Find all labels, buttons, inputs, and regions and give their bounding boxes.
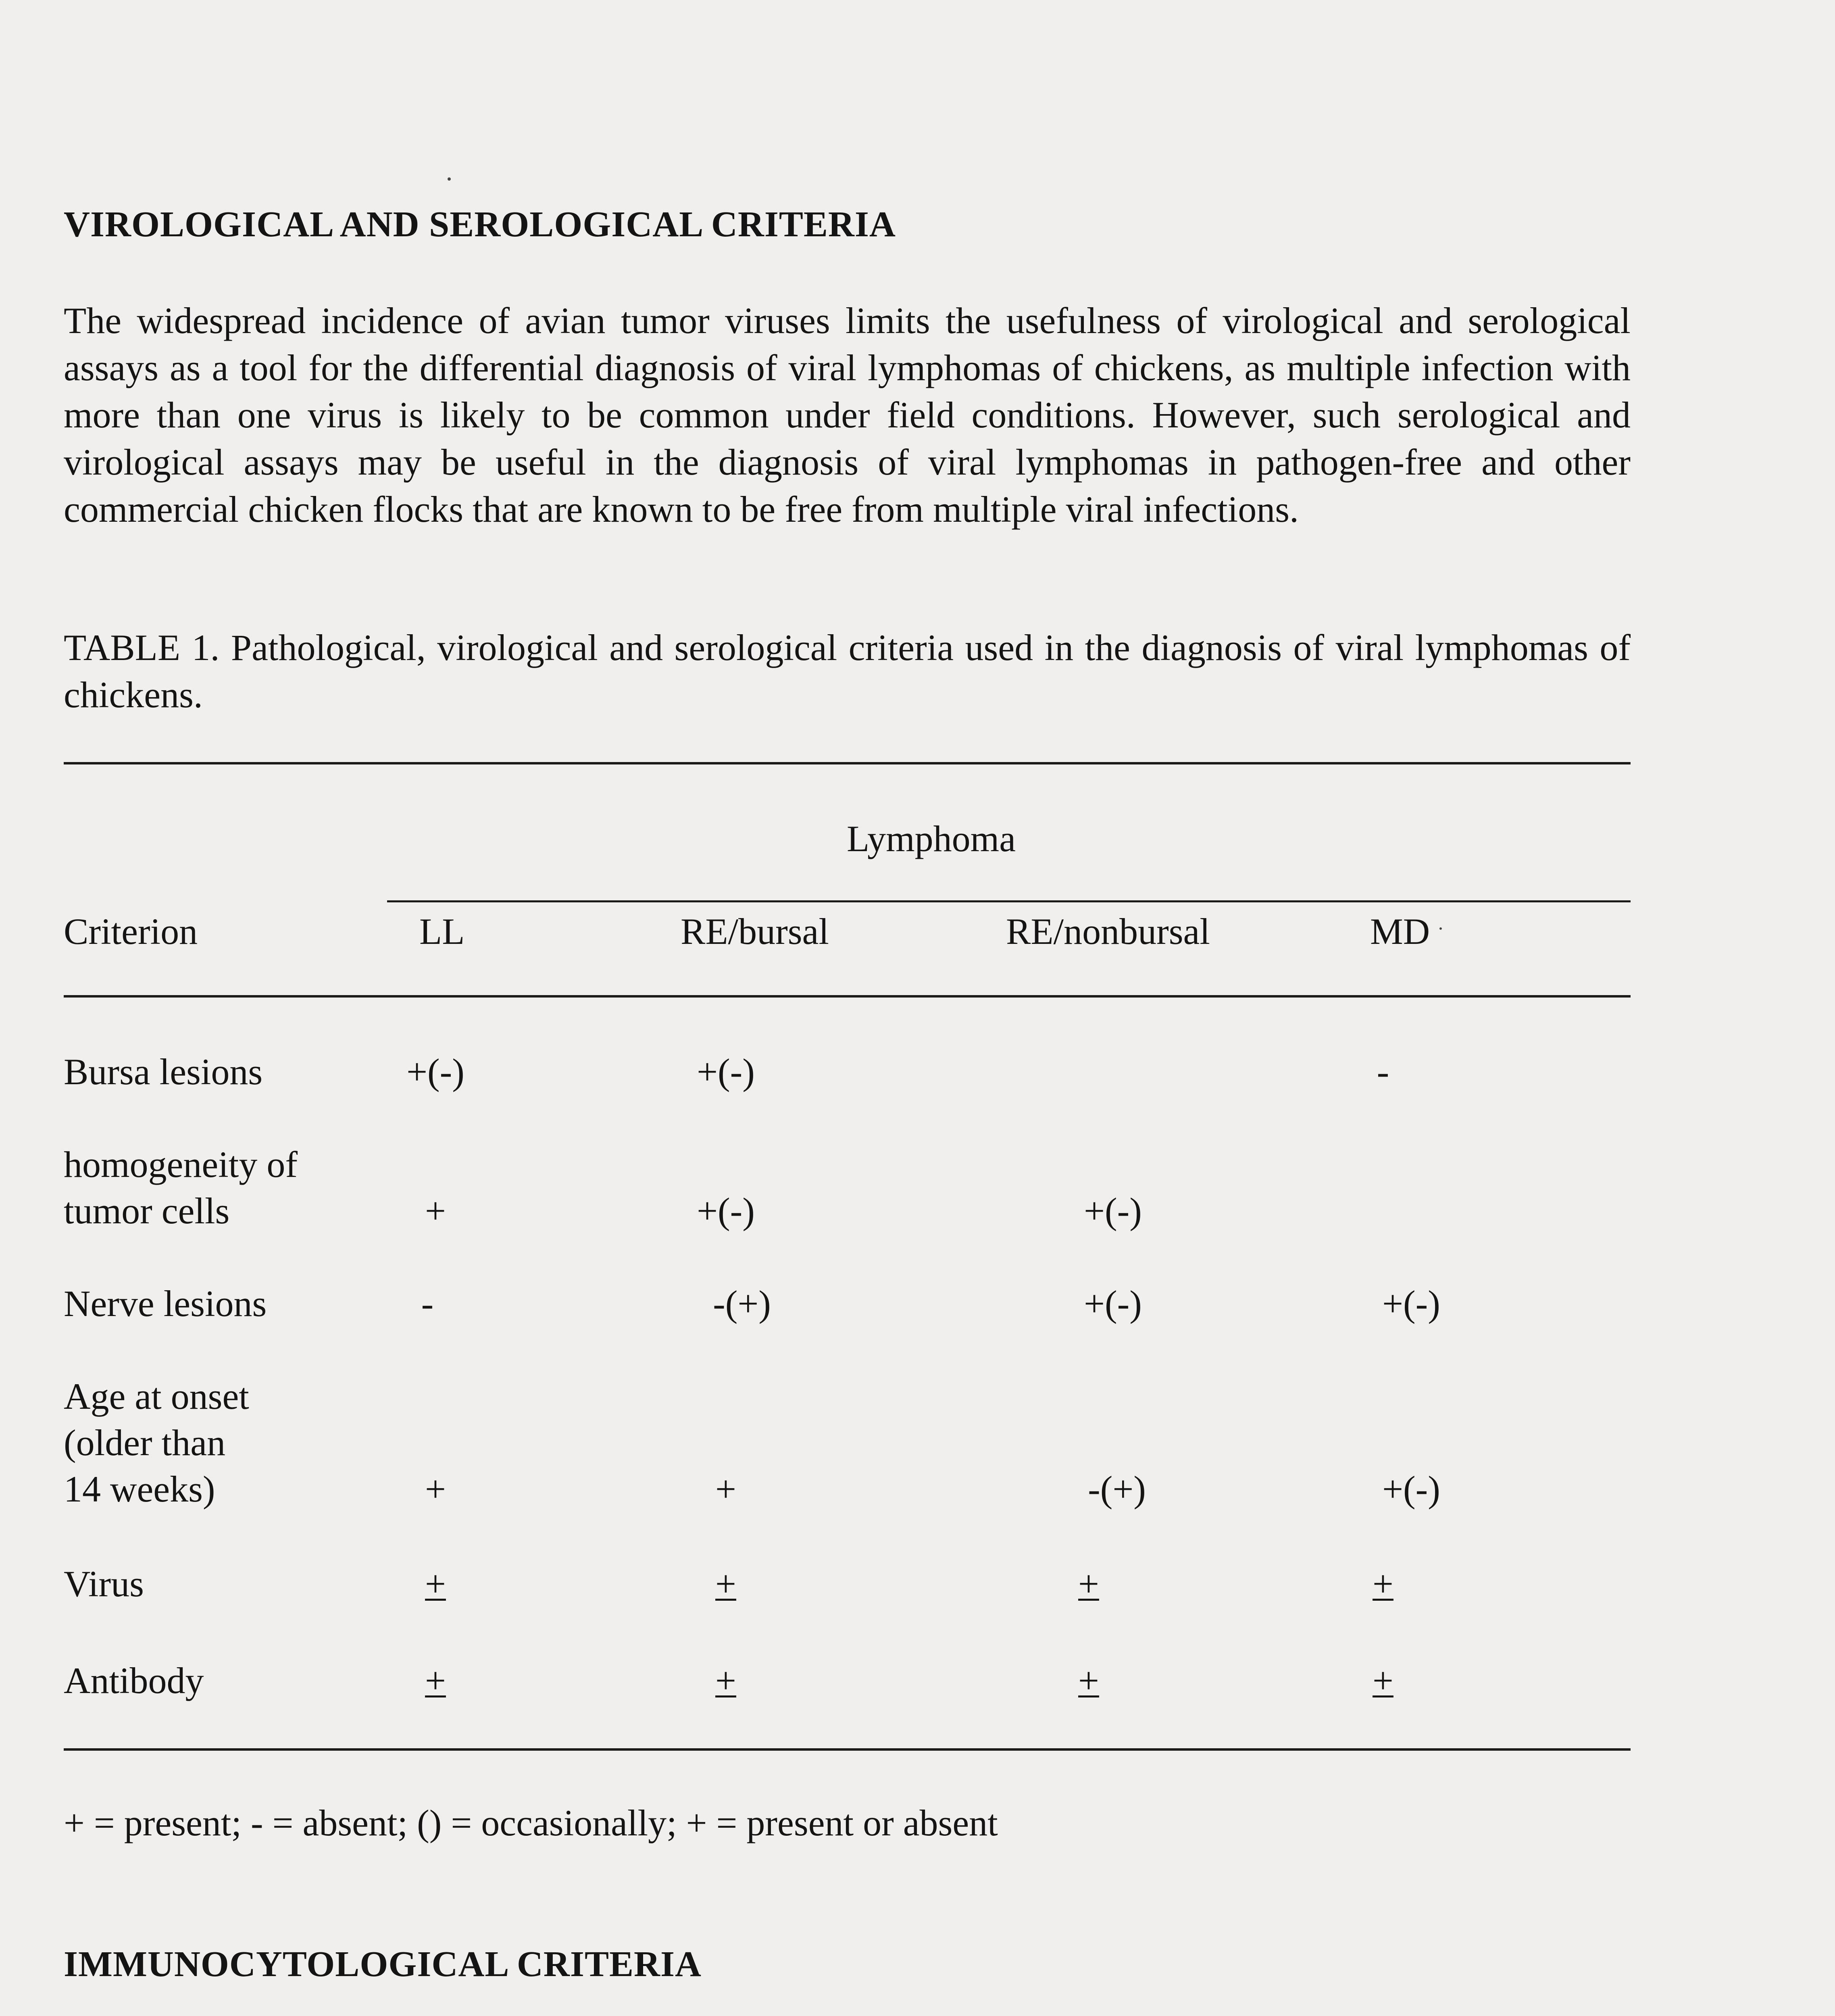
row-criterion: 14 weeks) (64, 1468, 215, 1510)
cell-value: + (1373, 1660, 1393, 1701)
cell-value: +(-) (1084, 1190, 1142, 1231)
section-heading-virological: VIROLOGICAL AND SEROLOGICAL CRITERIA (64, 204, 896, 244)
scan-speck (448, 177, 451, 181)
row-criterion: (older than (64, 1422, 226, 1463)
row-criterion: Virus (64, 1563, 144, 1604)
cell-value: +(-) (697, 1190, 755, 1231)
header-bottom-rule (64, 995, 1631, 998)
cell-value: +(-) (406, 1051, 464, 1092)
table-footnote: + = present; - = absent; () = occasionally; + = present or absent (64, 1802, 998, 1843)
column-header-re-nonbursal: RE/nonbursal (1006, 911, 1210, 952)
cell-value: + (1078, 1563, 1099, 1604)
cell-value: + (425, 1660, 446, 1701)
row-criterion: Antibody (64, 1660, 204, 1701)
cell-value: +(-) (697, 1051, 755, 1092)
cell-value: + (715, 1468, 736, 1510)
section-heading-immunocytological: IMMUNOCYTOLOGICAL CRITERIA (64, 1944, 702, 1984)
cell-value: -(+) (713, 1283, 771, 1324)
cell-value: + (425, 1190, 446, 1231)
table-bottom-rule (64, 1748, 1631, 1751)
row-criterion: Age at onset (64, 1376, 249, 1417)
column-header-criterion: Criterion (64, 911, 198, 952)
cell-value: - (1377, 1051, 1389, 1092)
cell-value: + (425, 1563, 446, 1604)
cell-value: +(-) (1382, 1468, 1440, 1510)
cell-value: + (1373, 1563, 1393, 1604)
cell-value: -(+) (1088, 1468, 1146, 1510)
cell-value: + (715, 1660, 736, 1701)
lymphoma-span-rule (387, 900, 1631, 902)
column-header-md: MD (1370, 911, 1430, 952)
scan-speck (1439, 927, 1442, 930)
row-criterion: tumor cells (64, 1190, 230, 1231)
cell-value: + (715, 1563, 736, 1604)
table-caption: TABLE 1. Pathological, virological and serological criteria used in the diagnosis of viral lymphomas of chickens. (64, 627, 1631, 715)
column-header-ll: LL (419, 911, 465, 952)
cell-value: - (421, 1283, 434, 1324)
paragraph-virological (64, 297, 1631, 533)
cell-value: +(-) (1084, 1283, 1142, 1324)
column-header-re-bursal: RE/bursal (681, 911, 829, 952)
table-top-rule (64, 762, 1631, 764)
paragraph-text: The widespread incidence of avian tumor viruses limits the usefulness of virological and serological assays as a tool for the differential diagnosis of viral lymphomas of chickens, as multiple infection with more than one virus is likely to be common under field conditions. However, such serological and virological assays may be useful in the diagnosis of viral lymphomas in pathogen-free and other commercial chicken flocks that are known to be free from multiple viral infections. (64, 300, 1631, 530)
cell-value: + (425, 1468, 446, 1510)
row-criterion: Bursa lesions (64, 1051, 263, 1092)
row-criterion: Nerve lesions (64, 1283, 267, 1324)
cell-value: +(-) (1382, 1283, 1440, 1324)
row-criterion: homogeneity of (64, 1144, 298, 1185)
cell-value: + (1078, 1660, 1099, 1701)
lymphoma-group-header: Lymphoma (847, 818, 1016, 859)
